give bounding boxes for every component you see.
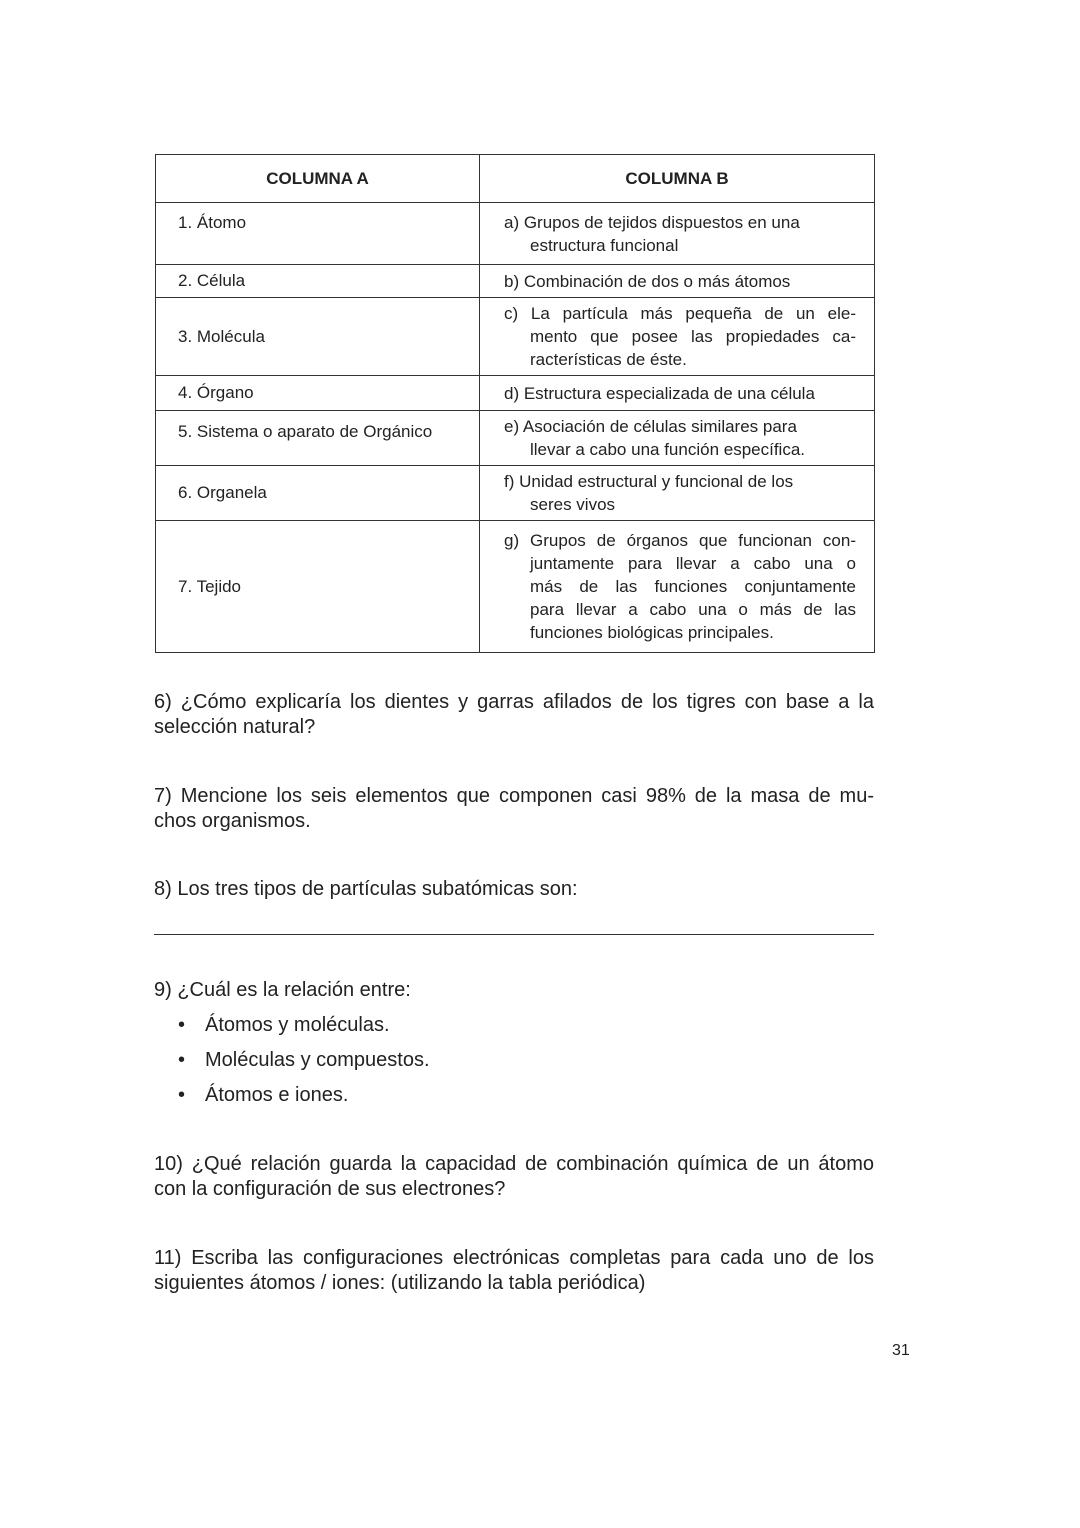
question-7: 7) Mencione los seis elementos que componen casi 98% de la masa de mu- chos organismos.: [154, 785, 874, 832]
column-b-definition: [480, 376, 875, 411]
column-a-term: 4. Órgano: [156, 376, 480, 411]
definition-line: racterísticas de éste.: [530, 350, 687, 369]
table-row: [156, 203, 875, 265]
definition-line: b) Combinación de dos o más átomos: [504, 271, 791, 291]
column-a-term: 5. Sistema o aparato de Orgánico: [156, 411, 480, 466]
definition-line: d) Estructura especializada de una célula: [504, 383, 815, 403]
definition-line: para llevar a cabo una o más de las: [530, 600, 856, 619]
column-b-definition: [480, 466, 875, 521]
column-a-header: COLUMNA A: [156, 155, 480, 203]
bullet-item: • Átomos y moléculas.: [178, 1014, 390, 1036]
matching-table: [155, 154, 875, 653]
column-b-definition: [480, 411, 875, 466]
question-9: 9) ¿Cuál es la relación entre:: [154, 979, 411, 1001]
definition-line: funciones biológicas principales.: [530, 623, 774, 642]
column-a-term: 3. Molécula: [156, 298, 480, 376]
column-a-term: 7. Tejido: [156, 521, 480, 653]
definition-line: f) Unidad estructural y funcional de los: [504, 472, 794, 491]
column-a-term: 2. Célula: [156, 265, 480, 298]
question-11: 11) Escriba las configuraciones electrónicas completas para cada uno de los siguientes átomos / iones: (utilizando la tabla periódica): [154, 1247, 874, 1294]
column-b-definition: [480, 265, 875, 298]
definition-line: e) Asociación de células similares para: [504, 417, 797, 436]
answer-line: [154, 934, 874, 935]
page-number: 31: [892, 1342, 910, 1359]
question-6: 6) ¿Cómo explicaría los dientes y garras afilados de los tigres con base a la selección natural?: [154, 691, 874, 738]
column-b-definition: [480, 203, 875, 265]
column-a-term: 6. Organela: [156, 466, 480, 521]
column-b-definition: [480, 521, 875, 653]
definition-line: a) Grupos de tejidos dispuestos en una: [504, 212, 800, 232]
question-8: 8) Los tres tipos de partículas subatómicas son:: [154, 878, 578, 900]
bullet-item: • Moléculas y compuestos.: [178, 1049, 430, 1071]
definition-line: seres vivos: [530, 495, 616, 514]
definition-line: juntamente para llevar a cabo una o: [530, 554, 856, 573]
column-b-definition: [480, 298, 875, 376]
definition-line: más de las funciones conjuntamente: [530, 577, 856, 596]
definition-line: llevar a cabo una función específica.: [530, 440, 806, 459]
definition-line: c) La partícula más pequeña de un ele-: [504, 304, 856, 323]
bullet-item: • Átomos e iones.: [178, 1084, 349, 1106]
definition-line: estructura funcional: [530, 235, 679, 255]
table-row: [156, 265, 875, 298]
definition-line: g) Grupos de órganos que funcionan con-: [504, 531, 856, 550]
column-a-term: 1. Átomo: [156, 203, 480, 265]
table-row: [156, 411, 875, 466]
table-row: [156, 466, 875, 521]
table-row: [156, 298, 875, 376]
table-row: [156, 376, 875, 411]
definition-line: mento que posee las propiedades ca-: [530, 327, 856, 346]
column-b-header: COLUMNA B: [480, 155, 875, 203]
question-10: 10) ¿Qué relación guarda la capacidad de combinación química de un átomo con la configuración de sus electrones?: [154, 1153, 874, 1200]
table-row: [156, 521, 875, 653]
